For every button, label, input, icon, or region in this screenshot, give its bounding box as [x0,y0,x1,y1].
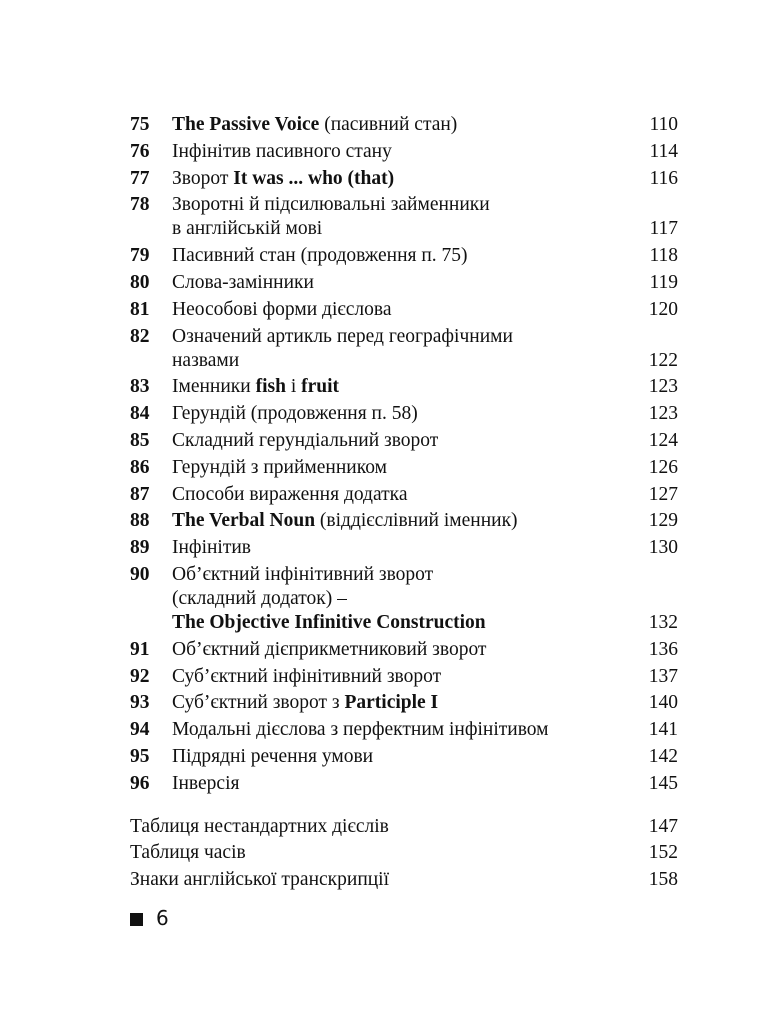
appendix-title: Таблиця нестандартних дієслів [130,815,389,837]
toc-entry-title [172,745,638,769]
toc-row [130,167,678,191]
toc-title-part: Герундій (продовження п. 58) [172,403,418,425]
toc-title-part: Об’єктний дієприкметниковий зворот [172,638,487,660]
toc-entry-page: 117 [649,218,678,240]
toc-entry-title [172,536,638,560]
toc-entry-page: 132 [648,611,678,633]
toc-entry-page: 124 [648,429,678,451]
appendix-title: Таблиця часів [130,842,246,864]
toc-entry-number: 84 [130,403,150,425]
appendix-page: 158 [648,869,678,891]
toc-entry-title [172,665,638,689]
toc-entry-title [172,691,638,715]
toc-title-part: Суб’єктний інфінітивний зворот [172,665,442,687]
toc-row [130,665,678,689]
toc-title-part: і [285,376,302,398]
toc-entry-page: 141 [648,719,678,741]
toc-entry-page: 137 [648,665,678,687]
toc-entry-title [172,298,638,322]
toc-row [130,509,678,533]
toc-entry-page: 120 [648,298,678,320]
toc-entry-title [172,772,638,796]
toc-entry-number: 88 [130,510,150,532]
toc-entry-number: 85 [130,429,150,451]
toc-title-part: Інфінітив пасивного стану [172,140,392,162]
toc-title-part: Способи вираження додатка [172,483,408,505]
toc-row [130,140,678,164]
toc-entry-page: 130 [648,537,678,559]
toc-title-part: Підрядні речення умови [172,745,374,767]
toc-title-part: Слова-замінники [172,271,314,293]
toc-row [130,456,678,480]
toc-entry-number: 80 [130,271,150,293]
toc-entry-title [172,113,638,137]
toc-row [130,483,678,507]
toc-entry-page: 129 [648,510,678,532]
toc-title-bold-part: It was ... who (that) [233,167,395,189]
toc-title-part: Об’єктний інфінітивний зворот [172,563,434,585]
toc-title-part: Інфінітив [172,537,251,559]
toc-entry-page: 145 [648,772,678,794]
appendix-row [130,815,678,839]
toc-entry-number: 79 [130,245,150,267]
toc-title-part: (складний додаток) – [172,587,347,609]
toc-entry-title [172,375,638,399]
toc-title-part: Зворотні й підсилювальні займенники [172,194,490,216]
toc-entry-title [172,140,638,164]
toc-entry-title [172,509,638,533]
page-number: 6 [156,906,169,930]
toc-entry-title [172,718,638,742]
appendix-page: 147 [648,815,678,837]
toc-entry-title [172,483,638,507]
appendix-entries [130,815,678,893]
toc-entry-title [172,638,638,662]
toc-entry-number: 83 [130,376,150,398]
toc-row [130,193,678,241]
toc-row [130,244,678,268]
toc-row [130,325,678,373]
toc-entry-page: 110 [649,114,678,135]
toc-title-part: Герундій з прийменником [172,456,387,478]
toc-entry-page: 140 [648,692,678,714]
toc-entry-title [172,402,638,426]
page-footer [130,906,169,930]
toc-entry-number: 75 [130,114,150,135]
toc-entries [130,113,678,796]
toc-entry-number: 78 [130,194,150,216]
square-marker-icon [130,913,143,926]
toc-entry-number: 90 [130,563,150,585]
toc-entry-page: 118 [649,245,678,267]
toc-entry-number: 76 [130,140,150,162]
toc-entry-page: 119 [649,271,678,293]
section-gap [130,799,678,815]
toc-row [130,772,678,796]
toc-title-part: назвами [172,349,240,371]
toc-entry-title [172,456,638,480]
toc-title-part: Модальні дієслова з перфектним інфінітивом [172,719,549,741]
toc-entry-page: 126 [648,456,678,478]
appendix-page: 152 [648,842,678,864]
toc-title-part: Означений артикль перед географічними [172,325,513,347]
toc-entry-number: 86 [130,456,150,478]
toc-title-part: Інверсія [172,772,240,794]
toc-entry-number: 82 [130,325,150,347]
toc-entry-page: 114 [649,140,678,162]
toc-entry-page: 123 [648,403,678,425]
toc-row [130,271,678,295]
appendix-row [130,841,678,865]
toc-entry-number: 92 [130,665,150,687]
toc-entry-page: 136 [648,638,678,660]
toc-title-part: Неособові форми дієслова [172,298,392,320]
toc-row [130,563,678,635]
toc-title-part: Іменники [172,376,256,398]
toc-title-bold-part: The Objective Infinitive Construction [172,611,486,633]
toc-entry-title [172,271,638,295]
toc-title-part: Суб’єктний зворот з [172,692,345,714]
toc-entry-page: 116 [649,167,678,189]
toc-entry-number: 77 [130,167,150,189]
toc-entry-number: 87 [130,483,150,505]
toc-entry-number: 95 [130,745,150,767]
toc-title-bold-part: fish [255,376,286,398]
toc-row [130,691,678,715]
toc-entry-page: 123 [648,376,678,398]
toc-entry-title [172,563,638,635]
toc-entry-title [172,167,638,191]
toc-title-part: Складний герундіальний зворот [172,429,439,451]
toc-row [130,298,678,322]
toc-title-bold-part: The Verbal Noun [172,510,316,532]
toc-entry-number: 91 [130,638,150,660]
toc-row [130,402,678,426]
toc-title-bold-part: Participle I [344,692,439,714]
toc-title-part: Зворот [172,167,234,189]
appendix-row [130,868,678,892]
toc-entry-number: 81 [130,298,150,320]
toc-title-part: в англійській мові [172,218,323,240]
toc-entry-page: 142 [648,745,678,767]
toc-row [130,113,678,137]
toc-row [130,429,678,453]
toc-entry-page: 122 [648,349,678,371]
toc-row [130,638,678,662]
toc-title-part: (пасивний стан) [319,114,458,135]
toc-entry-title [172,244,638,268]
toc-title-part: Пасивний стан (продовження п. 75) [172,245,468,267]
toc-title-bold-part: fruit [301,376,340,398]
toc-entry-page: 127 [648,483,678,505]
toc-title-bold-part: The Passive Voice [172,114,320,135]
appendix-title: Знаки англійської транскрипції [130,869,390,891]
toc-entry-number: 96 [130,772,150,794]
table-of-contents [130,113,678,895]
toc-row [130,745,678,769]
toc-entry-number: 89 [130,537,150,559]
toc-entry-title [172,193,638,241]
toc-row [130,718,678,742]
toc-entry-title [172,325,638,373]
toc-row [130,536,678,560]
toc-title-part: (віддієслівний іменник) [315,510,518,532]
toc-row [130,375,678,399]
toc-entry-number: 93 [130,692,150,714]
toc-entry-number: 94 [130,719,150,741]
toc-entry-title [172,429,638,453]
